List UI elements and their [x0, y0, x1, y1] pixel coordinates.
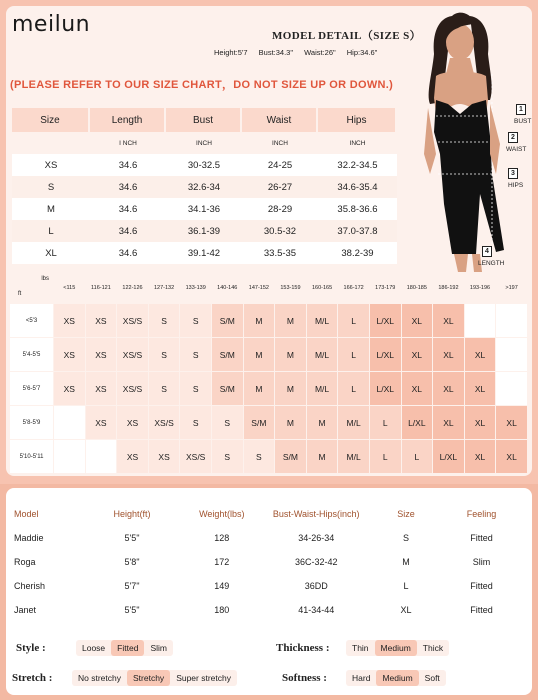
thickness-attribute: [276, 640, 449, 656]
grid-size-cell: L/XL: [370, 304, 402, 338]
grid-size-cell: M/L: [307, 304, 339, 338]
bust-label: BUST: [514, 118, 532, 125]
grid-weight-header: 133-139: [180, 272, 212, 304]
softness-option: Medium: [376, 670, 418, 686]
grid-size-cell: [496, 304, 528, 338]
model-table-cell: Roga: [14, 557, 36, 567]
model-table-cell: 128: [214, 533, 230, 543]
stretch-option: No stretchy: [78, 673, 121, 683]
grid-weight-header: 140-146: [212, 272, 244, 304]
grid-size-cell: XL: [402, 338, 434, 372]
style-option: Loose: [82, 643, 106, 653]
waist-marker-icon: 2: [508, 132, 518, 143]
grid-size-cell: S: [180, 406, 212, 440]
size-chart-cell: 36.1-39: [166, 220, 242, 242]
model-table-cell: Janet: [14, 605, 37, 615]
size-chart-cell: XS: [12, 154, 90, 176]
grid-size-cell: M/L: [338, 406, 370, 440]
size-chart-cell: 26-27: [242, 176, 318, 198]
grid-size-cell: M: [307, 406, 339, 440]
softness-label: Softness :: [282, 672, 327, 684]
grid-size-cell: XL: [465, 406, 497, 440]
grid-row: [10, 406, 528, 440]
grid-size-cell: [54, 406, 86, 440]
grid-corner: [10, 272, 54, 304]
model-table-row: [14, 526, 524, 550]
grid-weight-header: 116-121: [86, 272, 118, 304]
style-option: Slim: [150, 643, 167, 653]
grid-size-cell: L/XL: [370, 372, 402, 406]
grid-size-cell: M: [307, 440, 339, 474]
grid-size-cell: XS: [86, 372, 118, 406]
size-chart-header: Waist: [242, 108, 318, 132]
size-notice: (PLEASE REFER TO OUR SIZE CHART，DO NOT SIZE UP OR DOWN.): [10, 79, 394, 91]
grid-weight-header: <115: [54, 272, 86, 304]
grid-size-cell: XS: [86, 304, 118, 338]
grid-size-cell: S/M: [275, 440, 307, 474]
size-chart-cell: 34.6: [90, 198, 166, 220]
grid-size-cell: L/XL: [433, 440, 465, 474]
grid-size-cell: XS: [54, 372, 86, 406]
style-attribute: [16, 640, 173, 656]
size-chart-cell: 30-32.5: [166, 154, 242, 176]
size-chart-row: [12, 220, 397, 242]
grid-weight-header: 122-126: [117, 272, 149, 304]
grid-size-cell: S: [149, 338, 181, 372]
grid-row: [10, 304, 528, 338]
size-chart-cell: 37.0-37.8: [318, 220, 397, 242]
size-chart-cell: 32.6-34: [166, 176, 242, 198]
grid-size-cell: XL: [433, 338, 465, 372]
softness-attribute: [282, 670, 446, 686]
length-label: LENGTH: [478, 260, 505, 267]
grid-corner-ft: ft: [18, 291, 22, 297]
model-figure: [392, 4, 538, 272]
stretch-option: Stretchy: [127, 670, 170, 686]
grid-size-cell: S: [212, 440, 244, 474]
size-chart-header: Bust: [166, 108, 242, 132]
waist-label: WAIST: [506, 146, 527, 153]
grid-size-cell: L: [402, 440, 434, 474]
model-table-header: Size: [397, 509, 415, 519]
size-chart-cell: S: [12, 176, 90, 198]
size-chart-cell: 38.2-39: [318, 242, 397, 264]
size-chart-row: [12, 198, 397, 220]
grid-height-label: 5'6-5'7: [10, 372, 54, 406]
size-chart-cell: 35.8-36.6: [318, 198, 397, 220]
stretch-label: Stretch :: [12, 672, 53, 684]
size-chart-cell: 34.6: [90, 154, 166, 176]
grid-weight-header: 166-172: [338, 272, 370, 304]
grid-size-cell: L: [338, 372, 370, 406]
grid-size-cell: S/M: [212, 304, 244, 338]
thickness-option: Medium: [375, 640, 417, 656]
height-weight-grid: [10, 272, 528, 474]
grid-size-cell: L: [338, 338, 370, 372]
grid-size-cell: XS: [149, 440, 181, 474]
grid-size-cell: S: [149, 372, 181, 406]
grid-weight-header: 153-159: [275, 272, 307, 304]
model-table-cell: 5'5'': [124, 533, 140, 543]
model-table-cell: 5'7'': [124, 581, 140, 591]
size-chart-header-row: [12, 108, 397, 132]
model-table-cell: S: [402, 533, 409, 543]
length-marker-icon: 4: [482, 246, 492, 257]
thickness-options: [346, 640, 449, 656]
grid-weight-header: 173-179: [370, 272, 402, 304]
stretch-options: [72, 670, 237, 686]
model-table-cell: Fitted: [470, 533, 493, 543]
model-table-cell: M: [402, 557, 410, 567]
grid-size-cell: [496, 372, 528, 406]
grid-size-cell: S: [149, 304, 181, 338]
model-info-section: [0, 484, 538, 700]
grid-size-cell: M/L: [338, 440, 370, 474]
size-chart-table: [12, 108, 397, 266]
hips-label: HIPS: [508, 182, 524, 189]
grid-size-cell: M: [275, 338, 307, 372]
grid-size-cell: M: [275, 406, 307, 440]
grid-weight-header: 180-185: [402, 272, 434, 304]
model-table-cell: 36DD: [304, 581, 328, 591]
size-chart-cell: 34.6: [90, 220, 166, 242]
grid-size-cell: S: [212, 406, 244, 440]
model-table-cell: 34-26-34: [298, 533, 335, 543]
grid-size-cell: L/XL: [370, 338, 402, 372]
model-height: Height:5'7: [214, 48, 248, 57]
grid-header-row: [10, 272, 528, 304]
grid-weight-header: 186-192: [433, 272, 465, 304]
size-chart-cell: 39.1-42: [166, 242, 242, 264]
size-chart-cell: XL: [12, 242, 90, 264]
grid-size-cell: XS: [86, 406, 118, 440]
model-table-cell: Maddie: [14, 533, 44, 543]
size-chart-unit: INCH: [196, 139, 212, 147]
grid-size-cell: XS/S: [117, 338, 149, 372]
grid-size-cell: L/XL: [402, 406, 434, 440]
size-chart-cell: 24-25: [242, 154, 318, 176]
model-table-header: Weight(lbs): [199, 509, 245, 519]
grid-size-cell: M: [275, 304, 307, 338]
grid-size-cell: [54, 440, 86, 474]
grid-size-cell: L: [370, 440, 402, 474]
grid-size-cell: XS: [54, 304, 86, 338]
model-table-cell: 5'5'': [124, 605, 140, 615]
model-table-header: Height(ft): [113, 509, 151, 519]
softness-option: Hard: [352, 673, 371, 683]
style-label: Style :: [16, 642, 46, 654]
model-table-header: Bust-Waist-Hips(inch): [272, 509, 360, 519]
grid-size-cell: XS: [117, 406, 149, 440]
grid-size-cell: XL: [465, 372, 497, 406]
size-chart-cell: 34.6-35.4: [318, 176, 397, 198]
grid-size-cell: XS/S: [117, 372, 149, 406]
grid-size-cell: XL: [433, 406, 465, 440]
hips-marker-icon: 3: [508, 168, 518, 179]
model-table-row: [14, 550, 524, 574]
model-info-card: [6, 488, 532, 695]
grid-corner-lbs: lbs: [41, 276, 49, 282]
model-table-cell: 5'8'': [124, 557, 140, 567]
size-chart-cell: 32.2-34.5: [318, 154, 397, 176]
grid-size-cell: M: [244, 338, 276, 372]
grid-weight-header: 147-152: [244, 272, 276, 304]
stretch-attribute: [12, 670, 237, 686]
grid-weight-header: 193-196: [465, 272, 497, 304]
grid-size-cell: M: [244, 304, 276, 338]
grid-weight-header: >197: [496, 272, 528, 304]
size-chart-cell: 30.5-32: [242, 220, 318, 242]
size-chart-row: [12, 242, 397, 264]
grid-size-cell: XL: [465, 338, 497, 372]
size-chart-unit: INCH: [272, 139, 288, 147]
model-table-row: [14, 574, 524, 598]
size-chart-cell: M: [12, 198, 90, 220]
size-chart-unit: [12, 132, 90, 154]
model-table-cell: 180: [214, 605, 230, 615]
grid-height-label: 5'8-5'9: [10, 406, 54, 440]
size-chart-cell: 34.1-36: [166, 198, 242, 220]
model-table-header: Model: [14, 509, 39, 519]
grid-height-label: 5'4-5'5: [10, 338, 54, 372]
model-table-cell: 41-34-44: [298, 605, 335, 615]
brand-logo: meilun: [12, 12, 91, 37]
size-chart-cell: 34.6: [90, 242, 166, 264]
grid-size-cell: XS: [54, 338, 86, 372]
style-options: [76, 640, 173, 656]
size-chart-row: [12, 176, 397, 198]
thickness-option: Thin: [352, 643, 369, 653]
model-table-cell: XL: [400, 605, 412, 615]
model-bust: Bust:34.3": [258, 48, 293, 57]
grid-size-cell: [496, 338, 528, 372]
grid-height-label: <5'3: [10, 304, 54, 338]
grid-size-cell: S: [180, 304, 212, 338]
grid-weight-header: 127-132: [149, 272, 181, 304]
bust-marker-icon: 1: [516, 104, 526, 115]
grid-size-cell: XL: [402, 304, 434, 338]
thickness-label: Thickness :: [276, 642, 330, 654]
grid-size-cell: S/M: [244, 406, 276, 440]
grid-size-cell: XL: [402, 372, 434, 406]
model-table-header: Feeling: [466, 509, 497, 519]
model-hips: Hip:34.6": [346, 48, 378, 57]
model-table-cell: Fitted: [470, 605, 493, 615]
grid-size-cell: [86, 440, 118, 474]
grid-size-cell: S: [180, 338, 212, 372]
model-detail-title: MODEL DETAIL（SIZE S）: [272, 30, 422, 42]
model-table-header-row: [14, 502, 524, 526]
softness-option: Soft: [424, 673, 440, 683]
grid-row: [10, 440, 528, 474]
grid-size-cell: XS/S: [117, 304, 149, 338]
stretch-option: Super stretchy: [176, 673, 231, 683]
size-chart-header: Size: [12, 108, 90, 132]
grid-height-label: 5'10-5'11: [10, 440, 54, 474]
model-table-cell: Fitted: [470, 581, 493, 591]
grid-size-cell: XS/S: [180, 440, 212, 474]
model-waist: Waist:26": [304, 48, 336, 57]
grid-size-cell: XS: [86, 338, 118, 372]
size-chart-unit: INCH: [349, 139, 366, 147]
grid-size-cell: M: [275, 372, 307, 406]
model-table-cell: 36C-32-42: [294, 557, 338, 567]
grid-size-cell: L: [370, 406, 402, 440]
grid-size-cell: XS/S: [149, 406, 181, 440]
model-table-row: [14, 598, 524, 622]
model-table: [14, 502, 524, 622]
grid-size-cell: S/M: [212, 338, 244, 372]
size-chart-unit-row: [12, 132, 397, 154]
grid-row: [10, 338, 528, 372]
grid-size-cell: XL: [496, 440, 528, 474]
grid-size-cell: XL: [465, 440, 497, 474]
grid-row: [10, 372, 528, 406]
grid-size-cell: M/L: [307, 338, 339, 372]
grid-size-cell: XL: [433, 304, 465, 338]
model-table-cell: L: [403, 581, 409, 591]
grid-size-cell: M: [244, 372, 276, 406]
size-chart-cell: L: [12, 220, 90, 242]
size-chart-row: [12, 154, 397, 176]
size-chart-cell: 34.6: [90, 176, 166, 198]
size-chart-cell: 33.5-35: [242, 242, 318, 264]
grid-weight-header: 160-165: [307, 272, 339, 304]
model-table-cell: Slim: [472, 557, 491, 567]
size-chart-header: Hips: [318, 108, 397, 132]
grid-size-cell: XS: [117, 440, 149, 474]
model-table-cell: Cherish: [14, 581, 46, 591]
model-table-cell: 149: [214, 581, 230, 591]
grid-size-cell: M/L: [307, 372, 339, 406]
grid-size-cell: S: [180, 372, 212, 406]
size-chart-cell: 28-29: [242, 198, 318, 220]
softness-options: [346, 670, 446, 686]
grid-size-cell: XL: [433, 372, 465, 406]
grid-size-cell: L: [338, 304, 370, 338]
size-chart-unit: I NCH: [119, 139, 137, 147]
grid-size-cell: [465, 304, 497, 338]
thickness-option: Thick: [422, 643, 444, 653]
grid-size-cell: XL: [496, 406, 528, 440]
model-measurements: [214, 48, 386, 57]
size-chart-header: Length: [90, 108, 166, 132]
grid-size-cell: S: [244, 440, 276, 474]
model-table-cell: 172: [214, 557, 230, 567]
style-option: Fitted: [111, 640, 144, 656]
grid-size-cell: S/M: [212, 372, 244, 406]
